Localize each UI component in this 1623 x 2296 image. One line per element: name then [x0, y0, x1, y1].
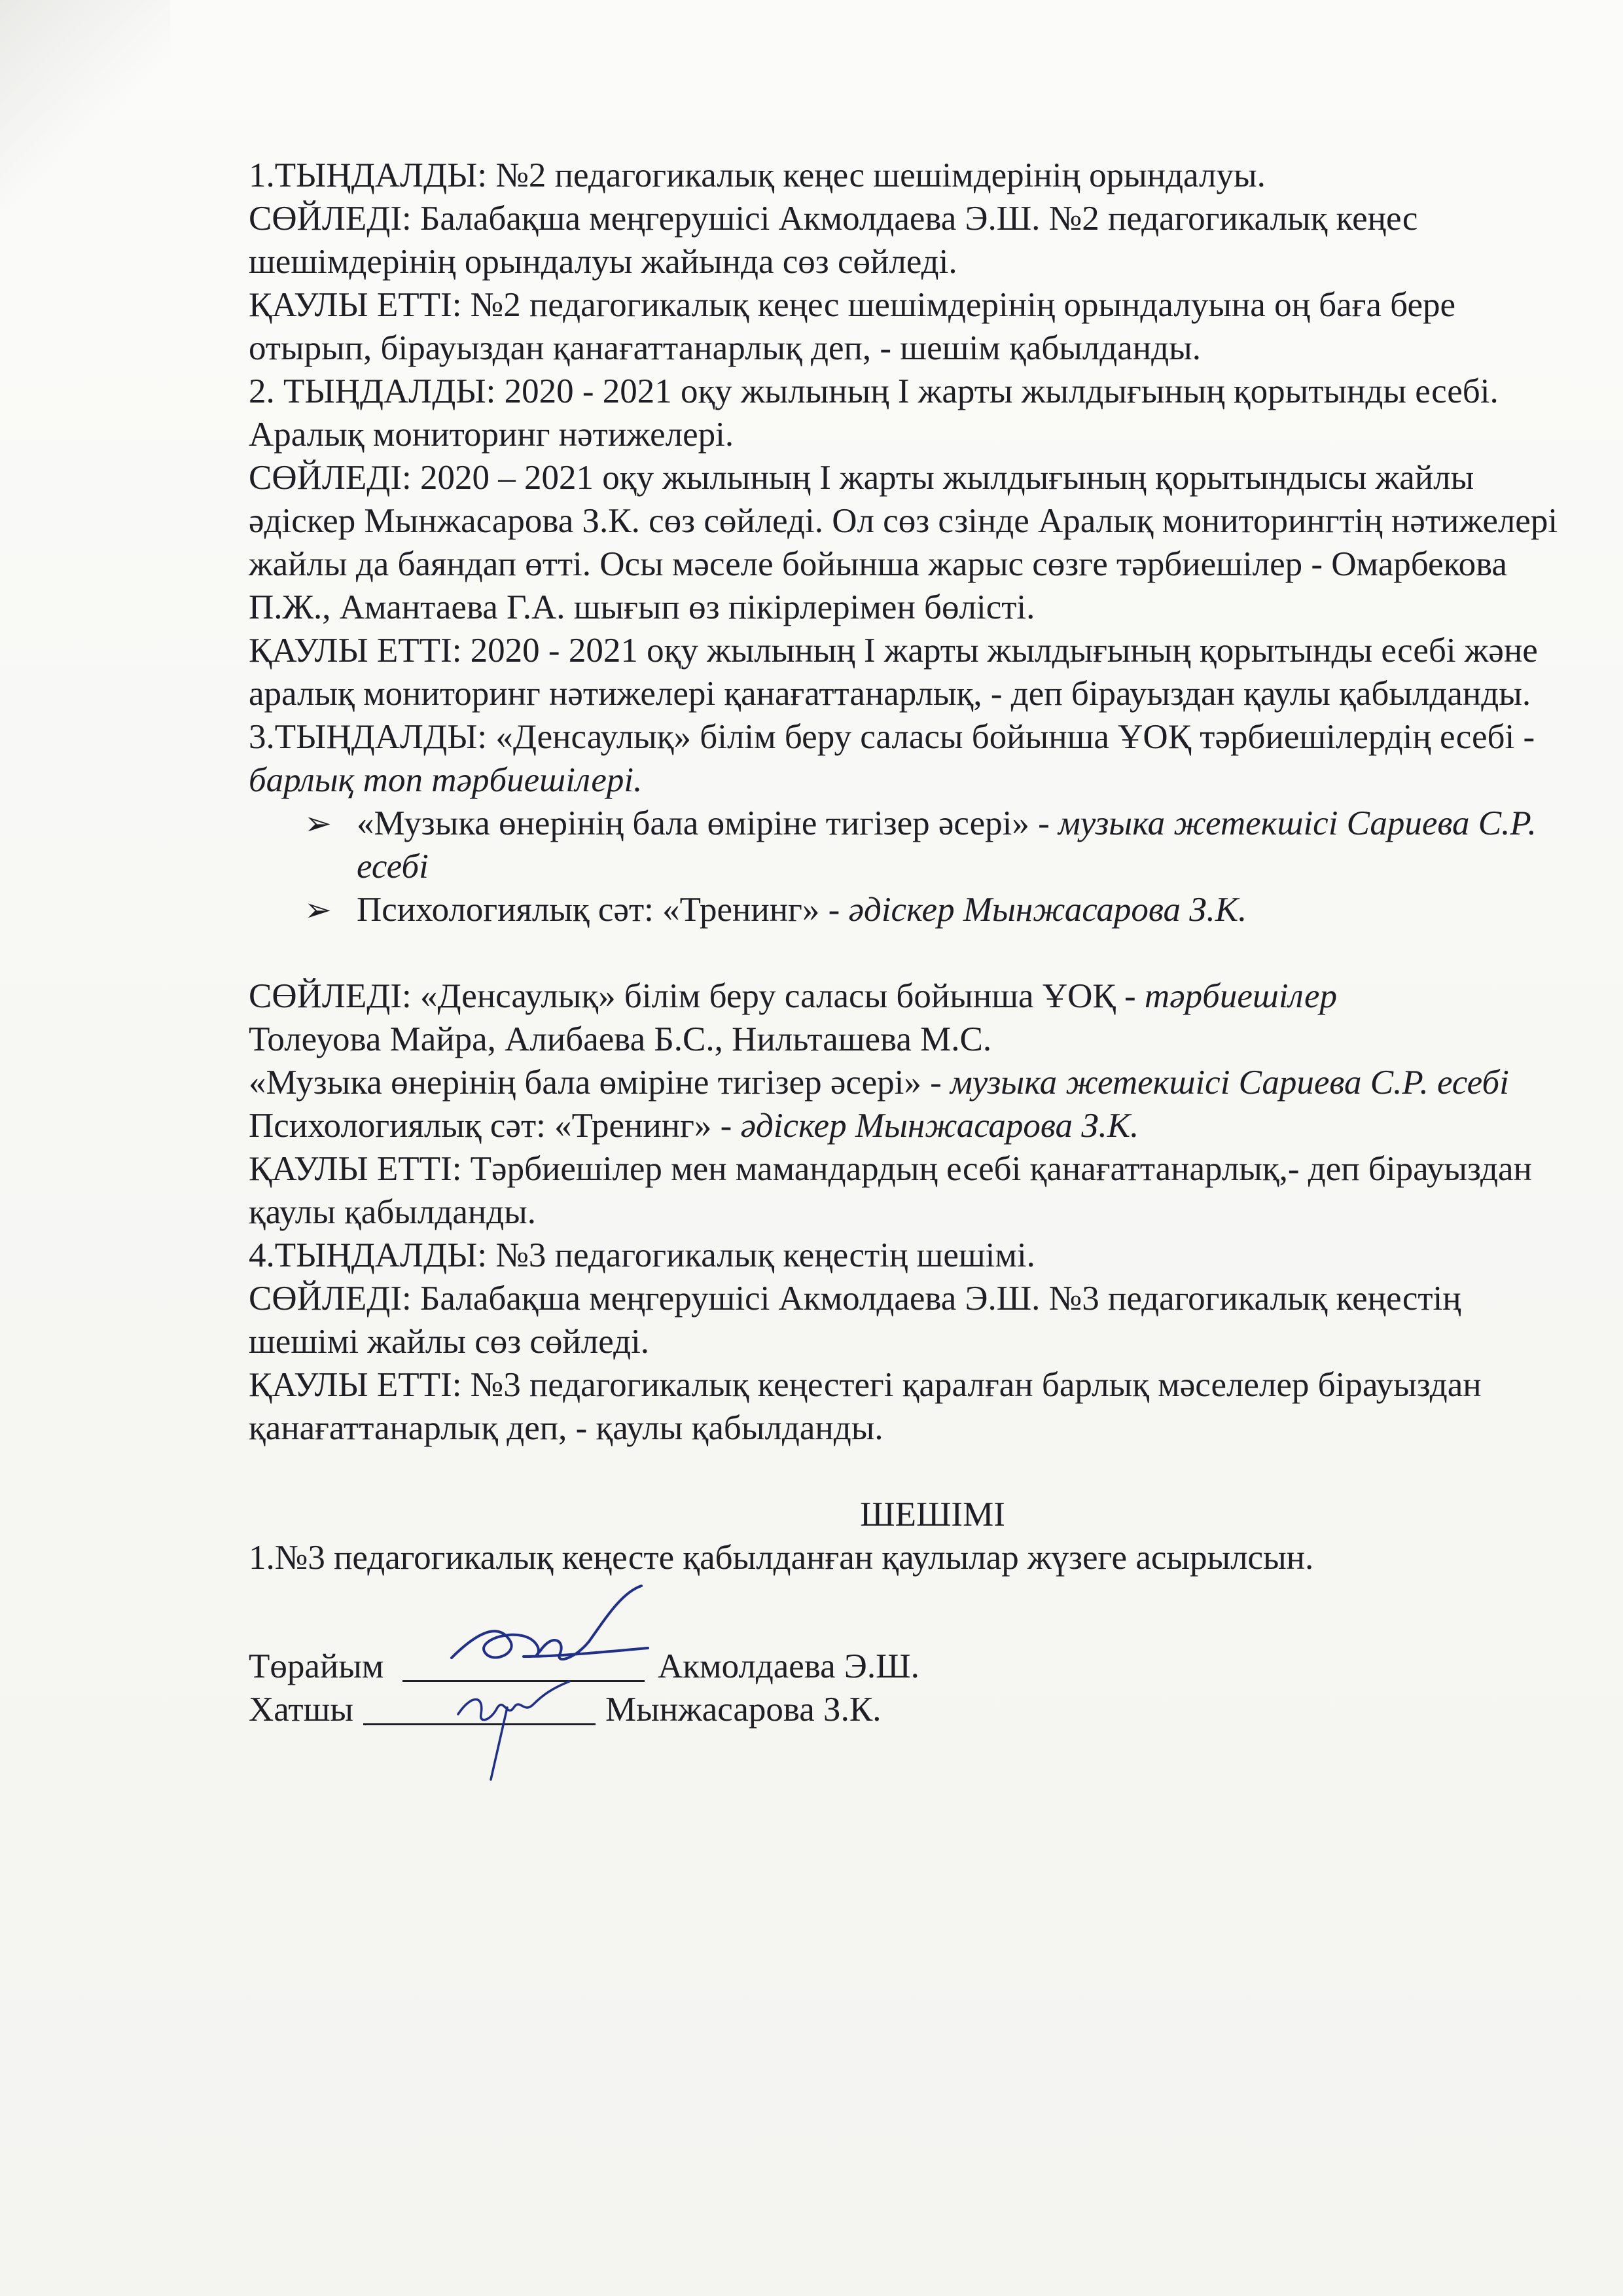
- list-item: [249, 802, 1577, 888]
- agenda-item-3-heard-text: 3.ТЫҢДАЛДЫ: «Денсаулық» білім беру саласы бойынша ҰОҚ тәрбиешілердің есебі -: [249, 718, 1535, 756]
- agenda-item-4-heard: 4.ТЫҢДАЛДЫ: №3 педагогикалық кеңестің шешімі.: [249, 1236, 1035, 1274]
- arrow-bullet-icon: ➢: [304, 805, 332, 842]
- agenda-item-3-spoke-names: Толеуова Майра, Алибаева Б.С., Нильташева М.С.: [249, 1020, 992, 1058]
- bullet-italic-text: музыка жетекшісі Сариева С.Р. есебі: [357, 804, 1537, 886]
- decision-item: 1.№3 педагогикалық кеңесте қабылданған қаулылар жүзеге асырылсын.: [249, 1539, 1314, 1577]
- signature-block: [249, 1645, 1577, 1731]
- document-body: [249, 154, 1577, 1731]
- agenda-item-3-music-report: [249, 1061, 1577, 1104]
- agenda-item-1-spoke: СӨЙЛЕДІ: Балабақша меңгерушісі Акмолдаева Э.Ш. №2 педагогикалық кеңес шешімдерінің орындалуы жайында сөз сөйледі.: [249, 200, 1418, 281]
- bullet-italic-text: әдіскер Мынжасарова З.К.: [848, 891, 1247, 929]
- agenda-item-3-heard-italic: барлық топ тәрбиешілері.: [249, 761, 643, 799]
- agenda-item-2-resolved: ҚАУЛЫ ЕТТІ: 2020 - 2021 оқу жылының І жарты жылдығының қорытынды есебі және аралық мониторинг нәтижелері қанағаттанарлық, - деп бірауыздан қаулы қабылданды.: [249, 632, 1538, 713]
- agenda-item-3-spoke: [249, 975, 1577, 1061]
- agenda-item-3-spoke-italic: тәрбиешілер: [1144, 977, 1338, 1015]
- agenda-item-2-heard: 2. ТЫҢДАЛДЫ: 2020 - 2021 оқу жылының І жарты жылдығының қорытынды есебі. Аралық мониторинг нәтижелері.: [249, 372, 1499, 454]
- bullet-text: «Музыка өнерінің бала өміріне тигізер әсері» -: [357, 804, 1058, 842]
- agenda-item-3-spoke-text: СӨЙЛЕДІ: «Денсаулық» білім беру саласы бойынша ҰОҚ -: [249, 977, 1145, 1015]
- agenda-item-3-resolved: ҚАУЛЫ ЕТТІ: Тәрбиешілер мен мамандардың есебі қанағаттанарлық,- деп бірауыздан қаулы қабылданды.: [249, 1150, 1532, 1231]
- report-bullet-list: [249, 802, 1577, 931]
- secretary-role: Хатшы: [249, 1691, 354, 1729]
- secretary-signature-line: [249, 1688, 1577, 1731]
- agenda-item-4-spoke: СӨЙЛЕДІ: Балабақша меңгерушісі Акмолдаева Э.Ш. №3 педагогикалық кеңестің шешімі жайлы сөз сөйледі.: [249, 1280, 1461, 1361]
- agenda-item-4-resolved: ҚАУЛЫ ЕТТІ: №3 педагогикалық кеңестегі қаралған барлық мәселелер бірауыздан қанағаттанарлық деп, - қаулы қабылданды.: [249, 1366, 1482, 1447]
- training-italic: әдіскер Мынжасарова З.К.: [740, 1107, 1139, 1145]
- chair-role: Төрайым: [249, 1647, 384, 1685]
- music-report-text: «Музыка өнерінің бала өміріне тигізер әсері» -: [249, 1064, 950, 1102]
- bullet-text: Психологиялық сәт: «Тренинг» -: [357, 891, 849, 929]
- secretary-signature-icon: [445, 1668, 589, 1786]
- arrow-bullet-icon: ➢: [304, 891, 332, 928]
- agenda-item-2-spoke: СӨЙЛЕДІ: 2020 – 2021 оқу жылының І жарты жылдығының қорытындысы жайлы әдіскер Мынжасарова З.К. сөз сөйледі. Ол сөз сзінде Аралық мониторингтің нәтижелері жайлы да баяндап өтті. Осы мәселе бойынша жарыс сөзге тәрбиешілер - Омарбекова П.Ж., Амантаева Г.А. шығып өз пікірлерімен бөлісті.: [249, 459, 1558, 626]
- list-item: [249, 888, 1577, 931]
- chair-name: Акмолдаева Э.Ш.: [658, 1647, 919, 1685]
- agenda-item-3-training: [249, 1104, 1577, 1147]
- training-text: Психологиялық сәт: «Тренинг» -: [249, 1107, 741, 1145]
- secretary-name: Мынжасарова З.К.: [605, 1691, 882, 1729]
- agenda-item-3-heard: [249, 715, 1577, 802]
- agenda-item-1-resolved: ҚАУЛЫ ЕТТІ: №2 педагогикалық кеңес шешімдерінің орындалуына оң баға бере отырып, бірауыздан қанағаттанарлық деп, - шешім қабылданды.: [249, 286, 1456, 367]
- music-report-italic: музыка жетекшісі Сариева С.Р. есебі: [950, 1064, 1509, 1102]
- agenda-item-1-heard: 1.ТЫҢДАЛДЫ: №2 педагогикалық кеңес шешімдерінің орындалуы.: [249, 156, 1266, 194]
- decision-heading: ШЕШІМІ: [860, 1496, 1005, 1534]
- spacer: [249, 931, 1577, 975]
- page-corner-shadow: [0, 0, 170, 209]
